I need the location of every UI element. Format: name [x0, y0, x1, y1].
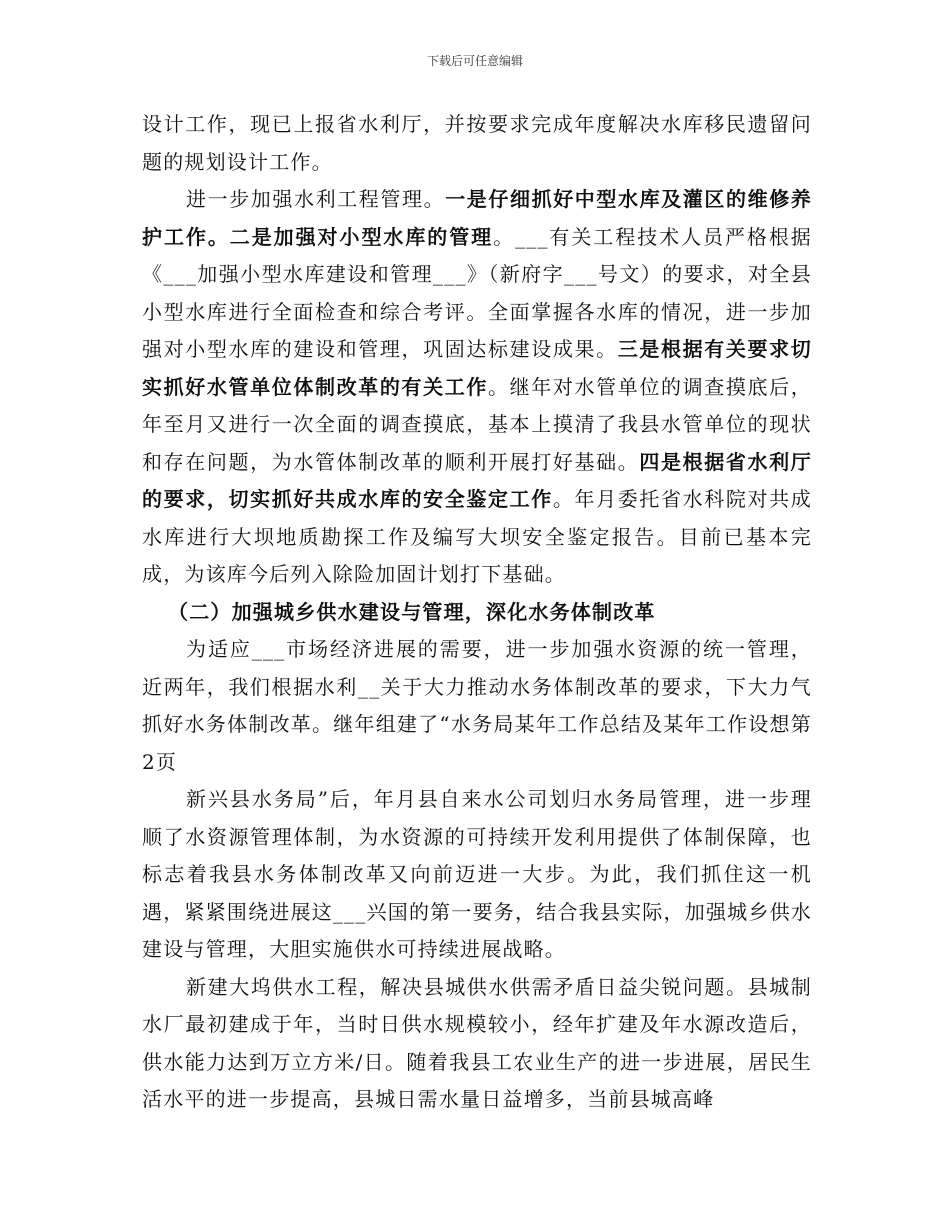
paragraph-2	[142, 181, 812, 594]
point-3-text: 。继年对水管单位的调查摸底后，年至月又进行一次全面的调查摸底，基本上摸清了我县水管单位的现状和存在问题，为水管体制改革的顺利开展打好基础。	[142, 374, 813, 474]
point-4-text: 。年月委托省水科院对共成水库进行大坝地质勘探工作及编写大坝安全鉴定报告。目前已基本完成，为该库今后列入除险加固计划打下基础。	[142, 487, 812, 586]
point-2-bold: 二是加强对小型水库的管理	[229, 224, 494, 249]
document-body	[142, 106, 812, 1119]
paragraph-2-lead: 进一步加强水利工程管理。	[186, 187, 446, 211]
paragraph-4: 新兴县水务局”后，年月县自来水公司划归水务局管理，进一步理顺了水资源管理体制，为水资源的可持续开发利用提供了体制保障，也标志着我县水务体制改革又向前迈进一大步。为此，我们抓住这一机遇，紧紧围绕进展这___兴国的第一要务，结合我县实际，加强城乡供水建设与管理，大胆实施供水可持续进展战略。	[142, 787, 812, 961]
point-2-text: 。___有关工程技术人员严格根据《___加强小型水库建设和管理___》（新府字___号文）的要求，对全县小型水库进行全面检查和综合考评。全面掌握各水库的情况，进一步加强对小型水库的建设和管理，巩固达标建设成果。	[142, 224, 812, 361]
point-4-bold: 四是根据省水利厅的要求，切实抓好共成水库的安全鉴定工作	[142, 449, 812, 511]
paragraph-3: 为适应___市场经济进展的需要，进一步加强水资源的统一管理，近两年，我们根据水利__关于大力推动水务体制改革的要求，下大力气抓好水务体制改革。继年组建了“水务局某年工作总结及某年工作设想第2页	[142, 637, 812, 774]
page-header: 下载后可任意编辑	[426, 54, 523, 68]
paragraph-1: 设计工作，现已上报省水利厅，并按要求完成年度解决水库移民遗留问题的规划设计工作。	[142, 112, 812, 174]
section-heading: （二）加强城乡供水建设与管理，深化水务体制改革	[168, 599, 656, 624]
point-1-bold: 一是仔细抓好中型水库及灌区的维修养护工作。	[142, 187, 812, 249]
point-3-bold: 三是根据有关要求切实抓好水管单位体制改革的有关工作	[142, 337, 812, 399]
paragraph-5: 新建大坞供水工程，解决县城供水供需矛盾日益尖锐问题。县城制水厂最初建成于年，当时日供水规模较小，经年扩建及年水源改造后，供水能力达到万立方米/日。随着我县工农业生产的进一步进展，居民生活水平的进一步提高，县城日需水量日益增多，当前县城高峰	[142, 974, 812, 1111]
